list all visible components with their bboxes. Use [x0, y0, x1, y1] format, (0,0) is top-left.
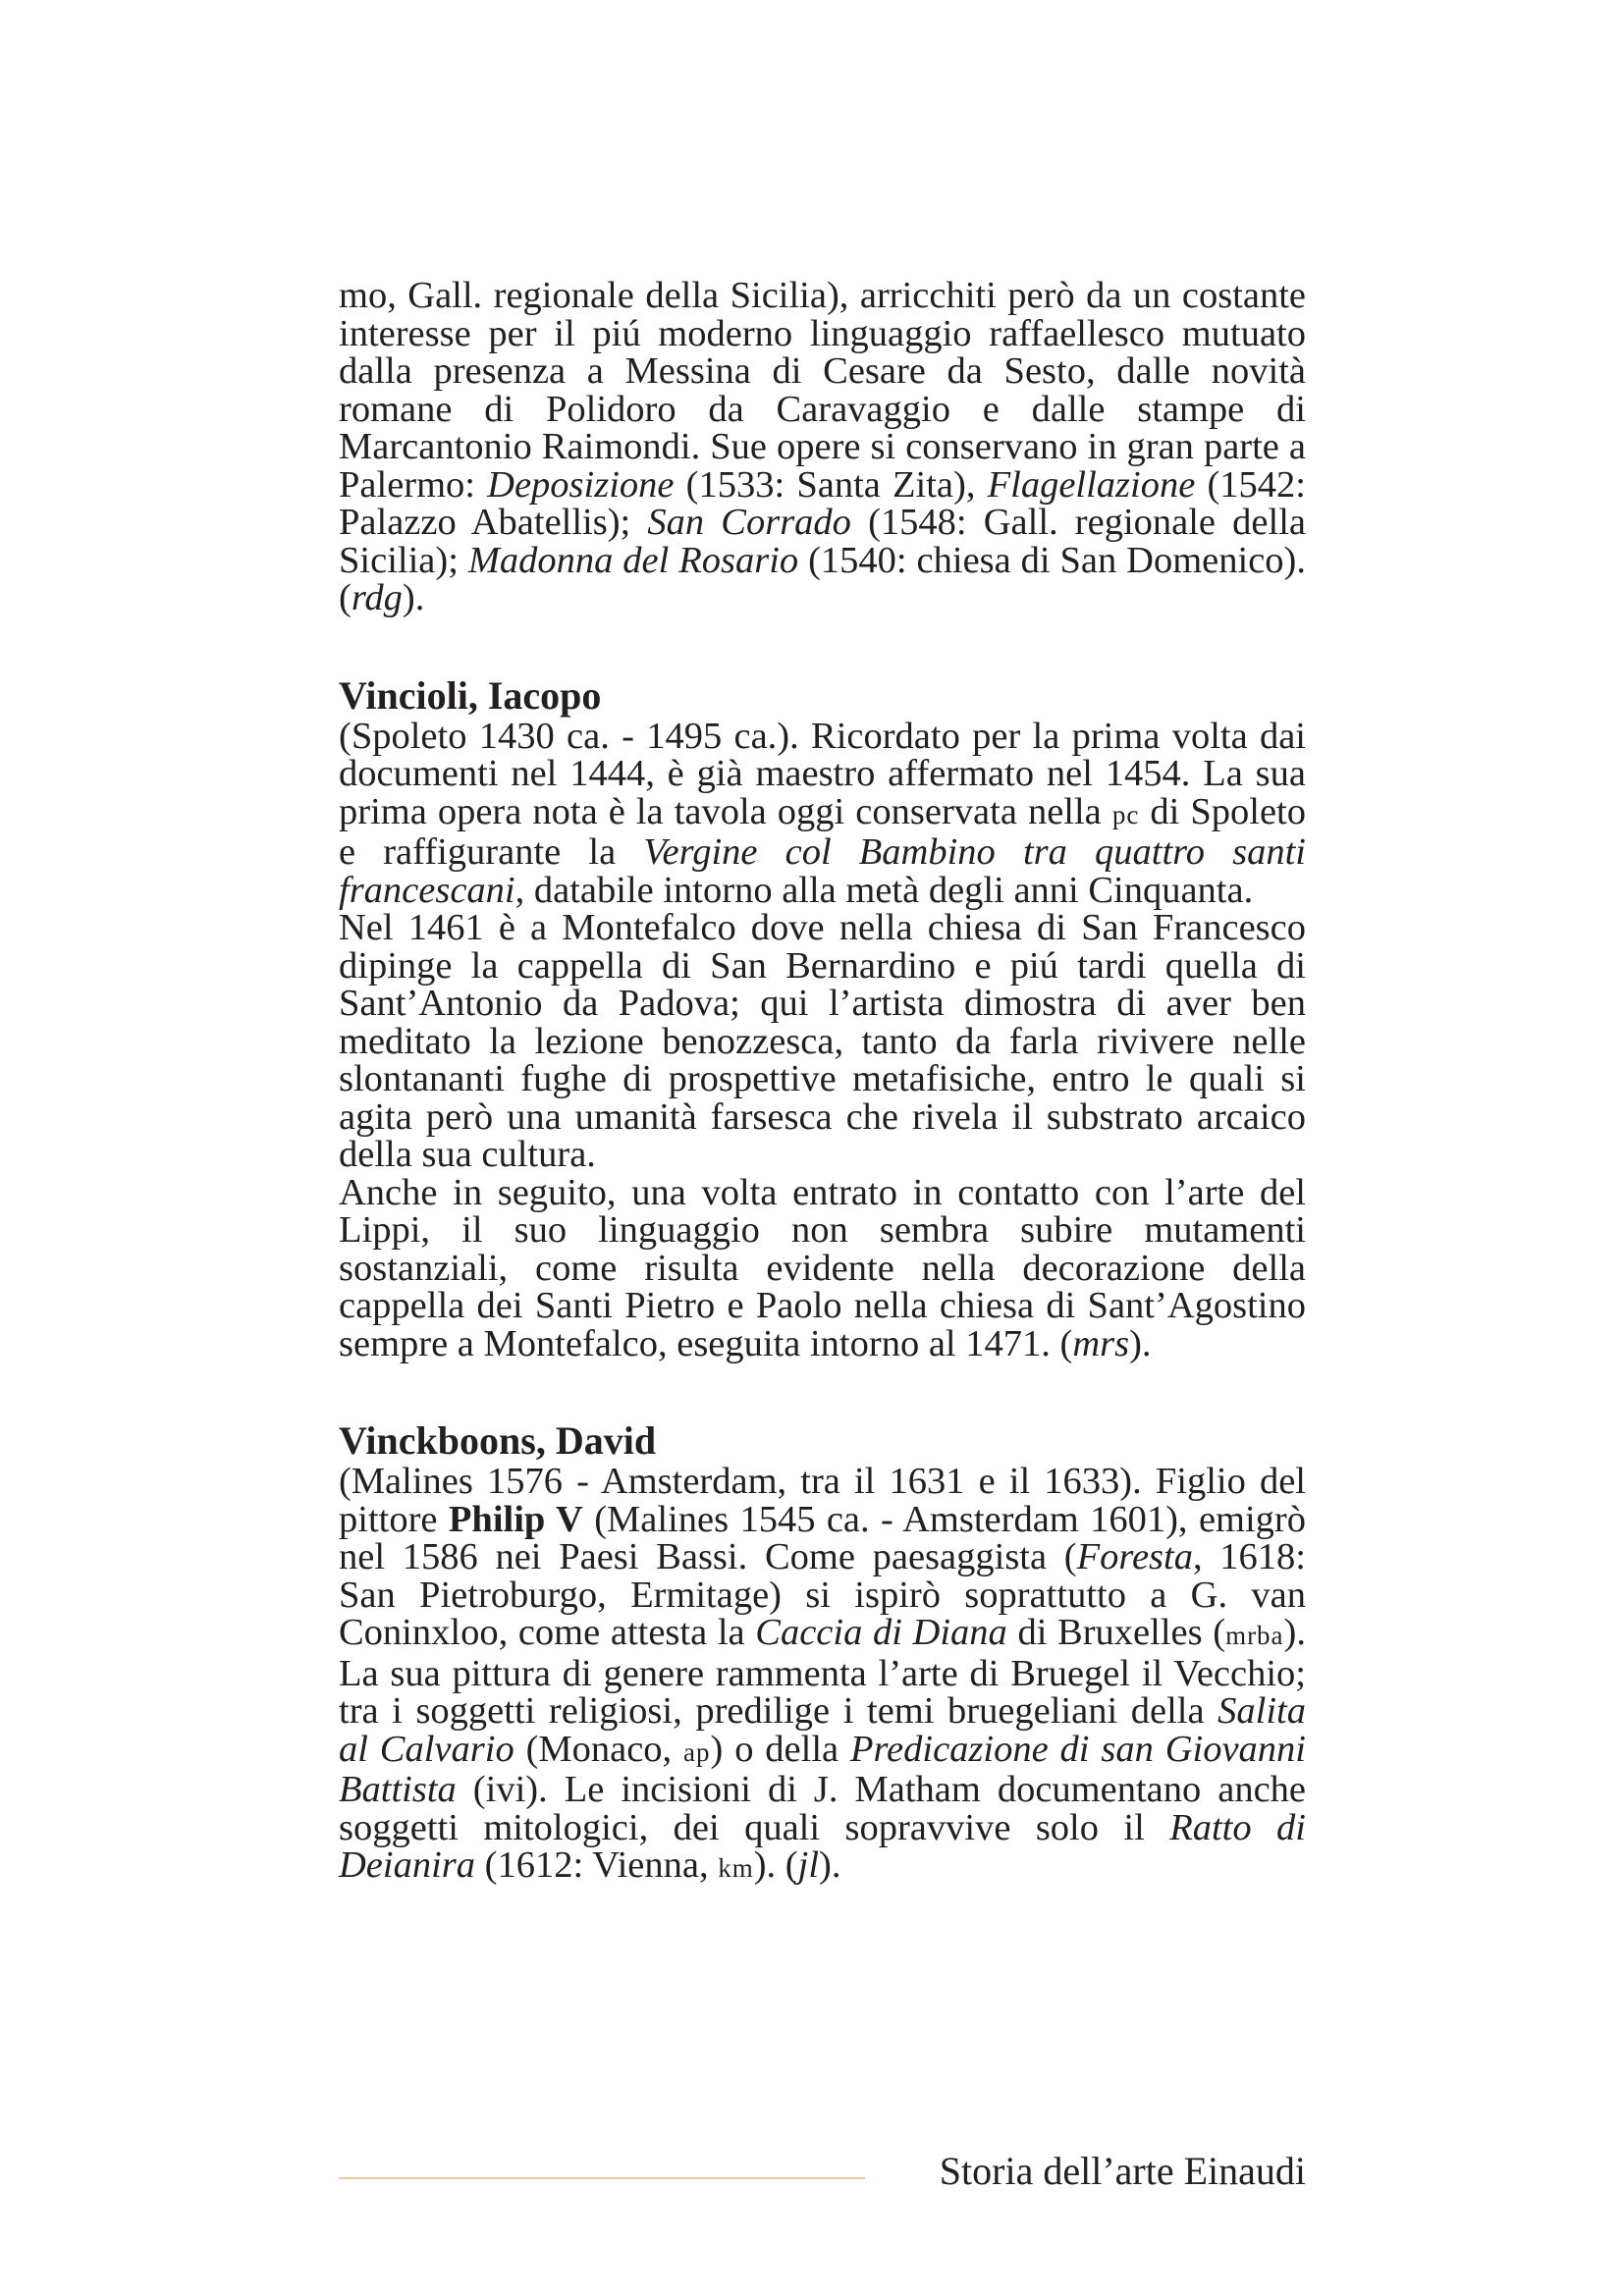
text-run: di Spoleto e raffigurante la	[339, 790, 1306, 873]
text-run: (Malines 1576 - Amsterdam, tra il 1631 e il 1633). Figlio del pittore	[339, 1461, 1306, 1540]
cross-reference: Philip V	[448, 1498, 583, 1540]
text-run: (ivi). Le incisioni di J. Matham documentano anche soggetti mitologici, dei quali sopravvive solo il	[339, 1769, 1306, 1848]
vincioli-paragraph-1	[339, 715, 1306, 911]
vinckboons-paragraph-1	[339, 1463, 1306, 1888]
artwork-title: Vergine col Bambino tra quattro santi francescani	[339, 831, 1306, 911]
text-run: (1533: Santa Zita),	[674, 463, 988, 506]
text-run: (1612: Vienna,	[475, 1844, 719, 1886]
text-run: ).	[1129, 1322, 1152, 1364]
text-run: (Spoleto 1430 ca. - 1495 ca.). Ricordato per la prima volta dai documenti nel 1444, è già maestro affermato nel 1454. La sua prima opera nota è la tavola oggi conservata nella	[339, 715, 1306, 832]
text-run: , databile intorno alla metà degli anni Cinquanta.	[514, 869, 1254, 911]
footer-rule	[339, 2177, 865, 2179]
text-run: ).	[402, 577, 425, 618]
page-content	[339, 277, 1306, 1888]
artwork-title: Predicazione di san Giovanni Battista	[339, 1728, 1306, 1810]
artwork-title: Salita al Calvario	[339, 1690, 1306, 1770]
vincioli-paragraph-2: Nel 1461 è a Montefalco dove nella chiesa di San Francesco dipinge la cappella di San Bernardino e piú tardi quella di Sant’Antonio da Padova; qui l’artista dimostra di aver ben meditato la lezione benozzesca, tanto da farla rivivere nelle slontananti fughe di prospettive metafisiche, entro le quali si agita però una umanità farsesca che rivela il substrato arcaico della sua cultura.	[339, 907, 1306, 1175]
artwork-title: Foresta	[1076, 1536, 1193, 1577]
author-initials: mrs	[1072, 1322, 1130, 1364]
text-run: ). La sua pittura di genere rammenta l’arte di Bruegel il Vecchio; tra i soggetti religiosi, predilige i temi bruegeliani della	[339, 1612, 1306, 1732]
footer-title: Storia dell’arte Einaudi	[939, 2149, 1306, 2193]
text-run: ) o della	[710, 1728, 850, 1770]
entry-title-vincioli: Vincioli, Iacopo	[339, 672, 602, 718]
artwork-title: San Corrado	[647, 502, 851, 543]
text-run: di Bruxelles (	[1006, 1612, 1226, 1653]
text-run: , 1618: San Pietroburgo, Ermitage) si ispirò soprattutto a G. van Coninxloo, come attesta la	[339, 1536, 1307, 1653]
text-run: Anche in seguito, una volta entrato in contatto con l’arte del Lippi, il suo linguaggio non sembra subire mutamenti sostanziali, come risulta evidente nella decorazione della cappella dei Santi Pietro e Paolo nella chiesa di Sant’Agostino sempre a Montefalco, eseguita intorno al 1471. (	[339, 1171, 1306, 1364]
author-initials: jl	[797, 1844, 820, 1886]
text-run: mo, Gall. regionale della Sicilia), arricchiti però da un costante interesse per il piú moderno linguaggio raffaellesco mutuato dalla presenza a Messina di Cesare da Sesto, dalle novità romane di Polidoro da Caravaggio e dalle stampe di Marcantonio Raimondi. Sue opere si conservano in gran parte a Palermo:	[339, 275, 1306, 506]
text-run: (1540: chiesa di San Domenico). (	[339, 539, 1306, 618]
artwork-title: Madonna del Rosario	[467, 539, 799, 581]
text-run: ).	[819, 1844, 841, 1886]
artwork-title: Flagellazione	[987, 463, 1196, 506]
abbreviation: mrba	[1225, 1621, 1284, 1650]
text-run: ). (	[753, 1844, 798, 1886]
text-run: (Monaco,	[514, 1728, 684, 1770]
artwork-title: Ratto di Deianira	[339, 1806, 1306, 1886]
abbreviation: pc	[1111, 799, 1140, 829]
text-run: (Malines 1545 ca. - Amsterdam 1601), emigrò nel 1586 nei Paesi Bassi. Come paesaggista (	[339, 1498, 1306, 1577]
text-run: (1548: Gall. regionale della Sicilia);	[339, 502, 1306, 581]
text-run: (1542: Palazzo Abatellis);	[339, 463, 1306, 543]
entry-title-vinckboons: Vinckboons, David	[339, 1418, 657, 1463]
abbreviation: km	[718, 1853, 754, 1883]
author-initials: rdg	[351, 577, 403, 618]
artwork-title: Deposizione	[487, 463, 675, 506]
artwork-title: Caccia di Diana	[755, 1612, 1007, 1653]
page-footer	[339, 2148, 1306, 2197]
vincioli-paragraph-3	[339, 1171, 1306, 1364]
continuation-paragraph	[339, 277, 1306, 617]
abbreviation: ap	[683, 1736, 711, 1767]
